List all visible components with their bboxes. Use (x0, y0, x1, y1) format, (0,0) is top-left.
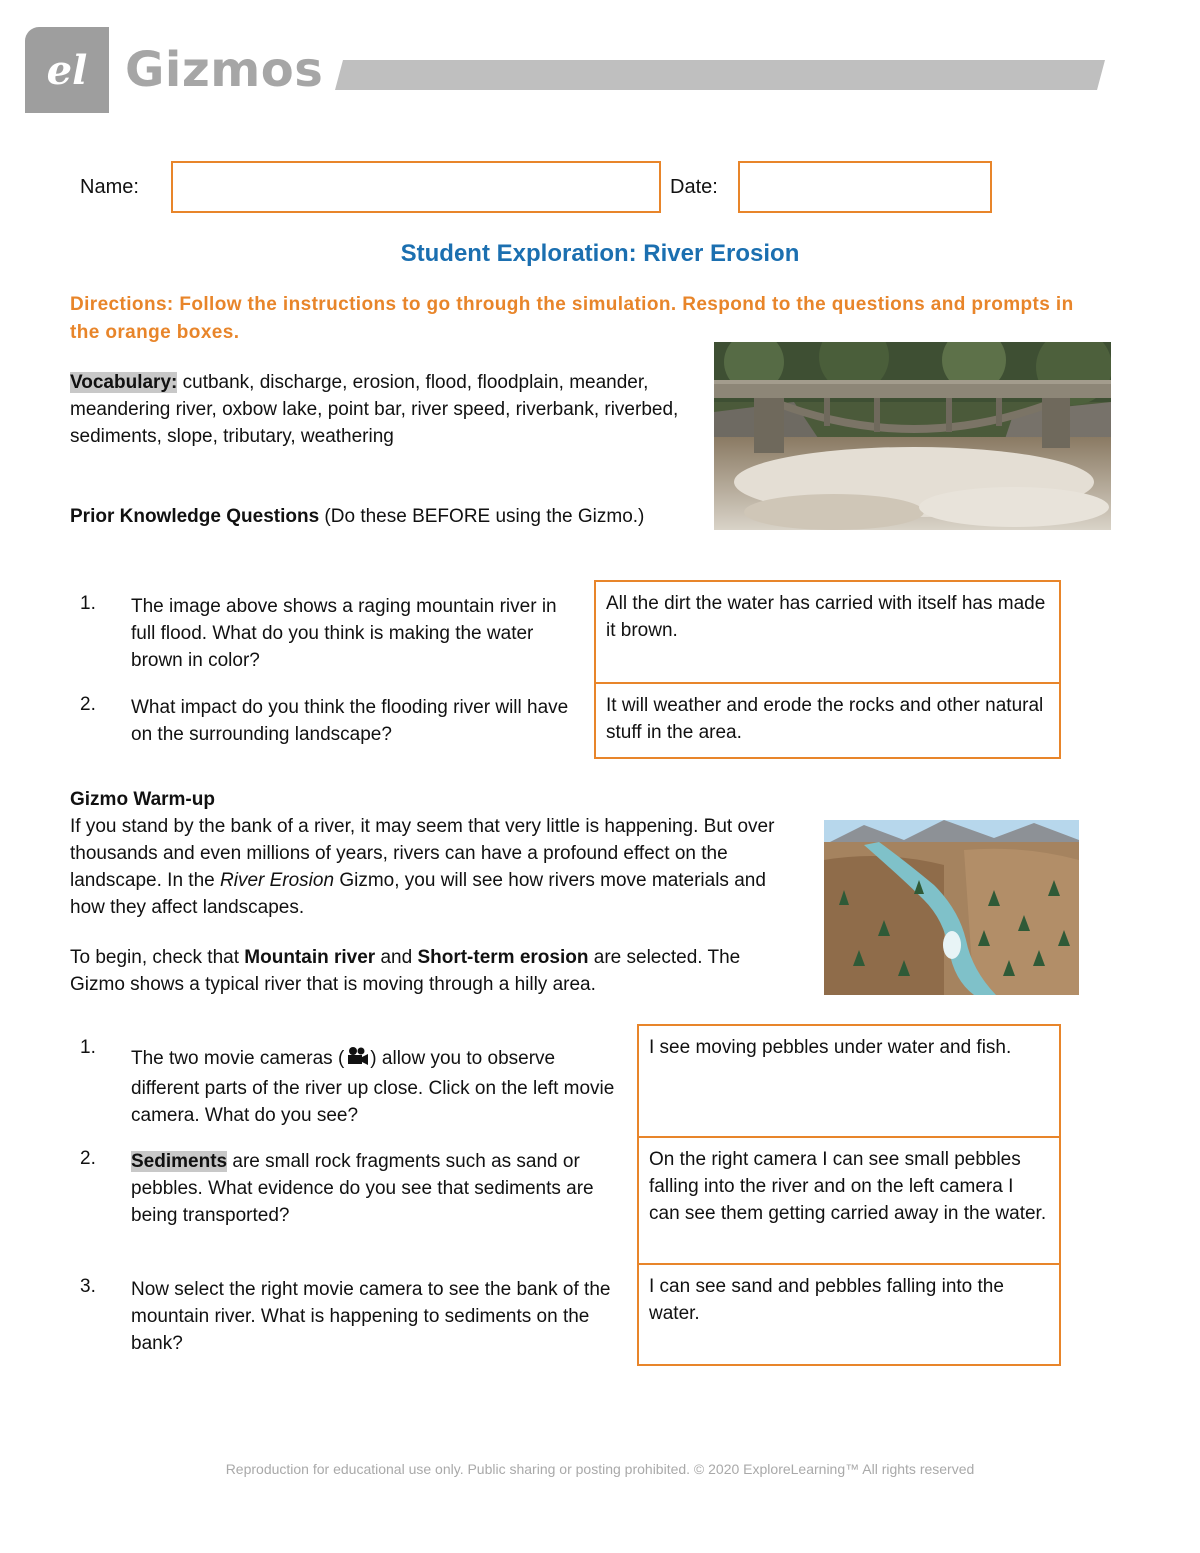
question-number: 2. (80, 694, 96, 715)
mountain-river-gizmo-image (824, 820, 1079, 995)
question-number: 3. (80, 1276, 96, 1297)
date-field[interactable] (738, 161, 992, 213)
logo-mark: el (46, 46, 88, 94)
vocabulary-terms: cutbank, discharge, erosion, flood, floodplain, meander, meandering river, oxbow lake, point bar, river speed, riverbank, riverbed, sediments, slope, tributary, weathering (70, 372, 679, 447)
warmup-paragraph-1: If you stand by the bank of a river, it may seem that very little is happening. But over thousands and even millions of years, rivers can have a profound effect on the landscape. In the River Erosion Gizmo, you will see how rivers move materials and how they affect landscapes. (70, 816, 775, 918)
warmup-answer-2[interactable]: On the right camera I can see small pebbles falling into the river and on the left camera I can see them getting carried away in the water. (637, 1136, 1061, 1265)
directions: Directions: Follow the instructions to go through the simulation. Respond to the questions and prompts in the orange boxes. (70, 294, 1074, 343)
movie-camera-icon (344, 1045, 370, 1075)
header-bar (335, 60, 1105, 90)
warmup-question-2: Sediments are small rock fragments such as sand or pebbles. What evidence do you see that sediments are being transported? (131, 1151, 594, 1226)
prior-question-2: What impact do you think the flooding river will have on the surrounding landscape? (131, 697, 569, 745)
prior-question-1: The image above shows a raging mountain river in full flood. What do you think is making the water brown in color? (131, 596, 557, 671)
question-number: 1. (80, 1037, 96, 1058)
warmup-heading: Gizmo Warm-up (70, 789, 215, 810)
page-title: Student Exploration: River Erosion (400, 240, 800, 267)
copyright-footer: Reproduction for educational use only. Public sharing or posting prohibited. © 2020 ExploreLearning™ All rights reserved (225, 1461, 975, 1477)
name-field[interactable] (171, 161, 661, 213)
warmup-paragraph-2: To begin, check that Mountain river and Short-term erosion are selected. The Gizmo shows a typical river that is moving through a hilly area. (70, 947, 741, 995)
prior-answer-1[interactable]: All the dirt the water has carried with itself has made it brown. (594, 580, 1061, 684)
prior-knowledge-heading: Prior Knowledge Questions (Do these BEFORE using the Gizmo.) (70, 506, 645, 527)
sediments-term: Sediments (131, 1151, 228, 1172)
flooding-river-photo (714, 342, 1111, 530)
warmup-answer-3[interactable]: I can see sand and pebbles falling into the water. (637, 1263, 1061, 1366)
name-label: Name: (80, 176, 139, 198)
explorelearning-logo (25, 27, 109, 113)
question-number: 1. (80, 593, 96, 614)
vocabulary (70, 369, 680, 450)
date-label: Date: (670, 176, 718, 198)
warmup-question-1: The two movie cameras ( ) allow you to observe different parts of the river up close. Click on the left movie camera. What do you see? (131, 1045, 621, 1129)
warmup-question-3: Now select the right movie camera to see the bank of the mountain river. What is happening to sediments on the bank? (131, 1279, 611, 1354)
brand-name: Gizmos (125, 42, 324, 98)
vocabulary-label: Vocabulary: (70, 372, 178, 393)
question-number: 2. (80, 1148, 96, 1169)
warmup-answer-1[interactable]: I see moving pebbles under water and fish. (637, 1024, 1061, 1138)
prior-answer-2[interactable]: It will weather and erode the rocks and other natural stuff in the area. (594, 682, 1061, 759)
